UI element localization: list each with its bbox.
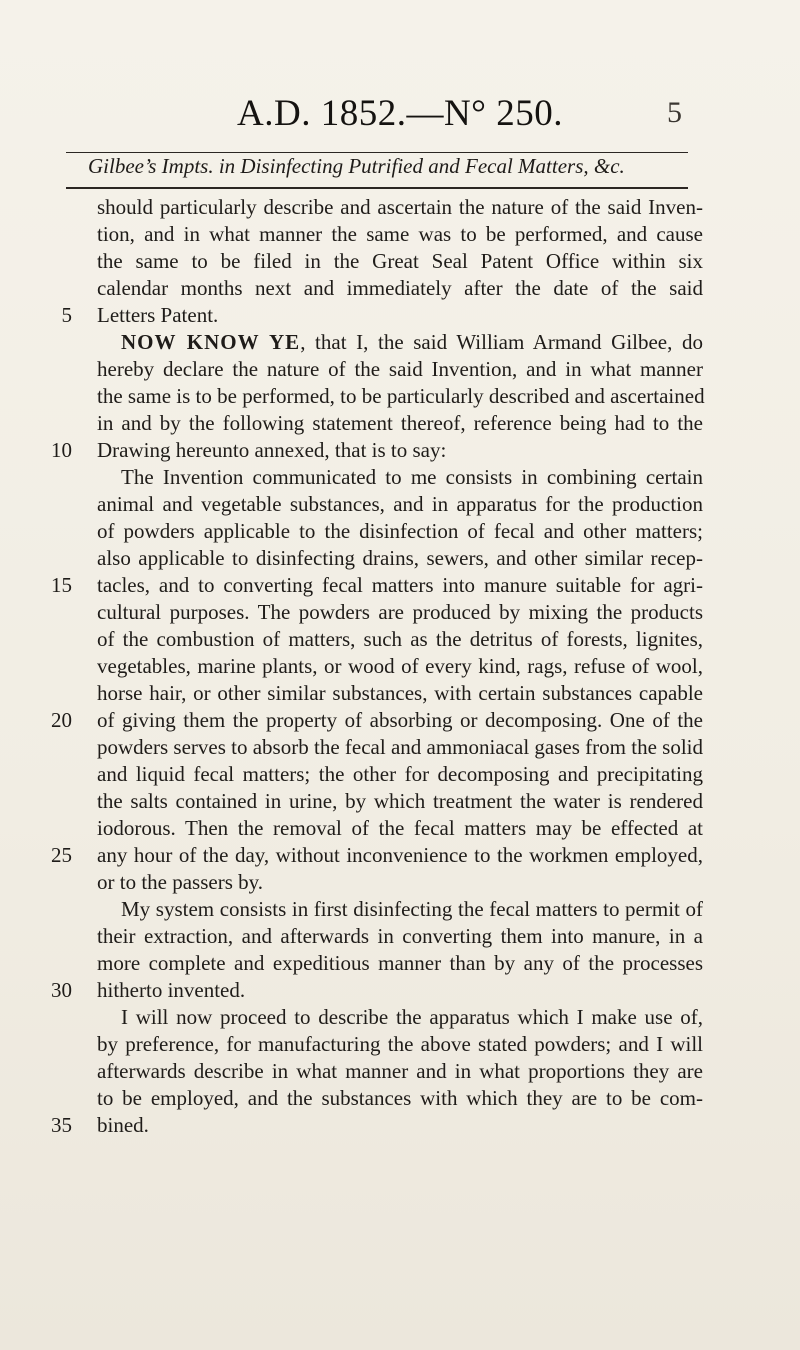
text-line: to be employed, and the substances with which they are to be com- <box>97 1086 703 1110</box>
header-rule-bottom <box>66 187 688 189</box>
line-number: 30 <box>51 978 72 1002</box>
text-line: vegetables, marine plants, or wood of every kind, rags, refuse of wool, <box>97 654 703 678</box>
running-head: Gilbee’s Impts. in Disinfecting Putrified and Fecal Matters, &c. <box>88 154 625 178</box>
text-line: the salts contained in urine, by which treatment the water is rendered <box>97 789 703 813</box>
text-line: tacles, and to converting fecal matters into manure suitable for agri- <box>97 573 703 597</box>
line-number: 35 <box>51 1113 72 1137</box>
text-line: My system consists in first disinfecting the fecal matters to permit of <box>121 897 703 921</box>
line-number: 10 <box>51 438 72 462</box>
text-line: the same is to be performed, to be particularly described and ascertained <box>97 384 705 408</box>
text-line: afterwards describe in what manner and in what proportions they are <box>97 1059 703 1083</box>
now-know-ye-heading: NOW KNOW YE <box>121 330 301 354</box>
text-line: tion, and in what manner the same was to be performed, and cause <box>97 222 703 246</box>
text-line-now-know-ye <box>97 329 703 356</box>
text-line: of giving them the property of absorbing or decomposing. One of the <box>97 708 703 732</box>
header-rule-top <box>66 152 688 153</box>
text-line: I will now proceed to describe the apparatus which I make use of, <box>121 1005 703 1029</box>
text-line: animal and vegetable substances, and in apparatus for the production <box>97 492 703 516</box>
text-line: by preference, for manufacturing the above stated powders; and I will <box>97 1032 703 1056</box>
text-line-continuation: , that I, the said William Armand Gilbee, do <box>300 330 703 354</box>
text-line: in and by the following statement thereof, reference being had to the <box>97 411 703 435</box>
text-line: more complete and expeditious manner than by any of the processes <box>97 951 703 975</box>
text-line: iodorous. Then the removal of the fecal matters may be effected at <box>97 816 703 840</box>
text-line: The Invention communicated to me consists in combining certain <box>121 465 703 489</box>
line-number: 20 <box>51 708 72 732</box>
text-line: Drawing hereunto annexed, that is to say: <box>97 438 447 462</box>
text-line: should particularly describe and ascertain the nature of the said Inven- <box>97 195 703 219</box>
text-line: of powders applicable to the disinfection of fecal and other matters; <box>97 519 703 543</box>
text-line: bined. <box>97 1113 149 1137</box>
text-line: and liquid fecal matters; the other for decomposing and precipitating <box>97 762 703 786</box>
line-number: 25 <box>51 843 72 867</box>
text-line: their extraction, and afterwards in converting them into manure, in a <box>97 924 703 948</box>
line-number: 15 <box>51 573 72 597</box>
text-line: hitherto invented. <box>97 978 246 1002</box>
text-line: of the combustion of matters, such as the detritus of forests, lignites, <box>97 627 703 651</box>
text-line: any hour of the day, without inconvenience to the workmen employed, <box>97 843 703 867</box>
text-line: hereby declare the nature of the said Invention, and in what manner <box>97 357 703 381</box>
text-line: or to the passers by. <box>97 870 264 894</box>
page-title: A.D. 1852.—N° 250. <box>237 93 563 134</box>
page-number: 5 <box>667 96 682 129</box>
text-line: powders serves to absorb the fecal and ammoniacal gases from the solid <box>97 735 703 759</box>
text-line: calendar months next and immediately after the date of the said <box>97 276 703 300</box>
text-line: cultural purposes. The powders are produced by mixing the products <box>97 600 703 624</box>
line-number: 5 <box>61 303 72 327</box>
text-line: horse hair, or other similar substances, with certain substances capable <box>97 681 703 705</box>
body-text <box>97 194 703 1139</box>
text-line: Letters Patent. <box>97 303 219 327</box>
text-line: also applicable to disinfecting drains, sewers, and other similar recep- <box>97 546 703 570</box>
text-line: the same to be filed in the Great Seal Patent Office within six <box>97 249 703 273</box>
